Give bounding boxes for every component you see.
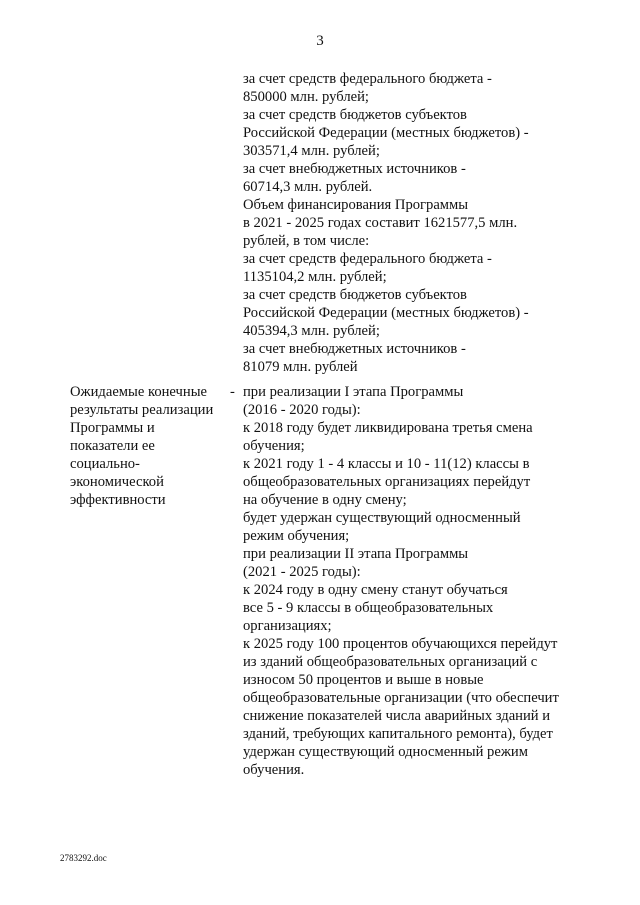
financing-line: 81079 млн. рублей bbox=[243, 359, 358, 375]
results-line: (2021 - 2025 годы): bbox=[243, 564, 361, 580]
financing-line: за счет средств федерального бюджета - bbox=[243, 251, 492, 267]
financing-line: 303571,4 млн. рублей; bbox=[243, 143, 380, 159]
footer-filename: 2783292.doc bbox=[60, 853, 107, 863]
financing-line: Российской Федерации (местных бюджетов) - bbox=[243, 305, 529, 321]
financing-line: 405394,3 млн. рублей; bbox=[243, 323, 380, 339]
section-label-line: Ожидаемые конечные bbox=[70, 384, 207, 400]
financing-line: за счет внебюджетных источников - bbox=[243, 341, 466, 357]
section-label-line: экономической bbox=[70, 474, 164, 490]
row-separator-dash: - bbox=[230, 384, 235, 400]
results-line: из зданий общеобразовательных организаций с bbox=[243, 654, 538, 670]
financing-line: рублей, в том числе: bbox=[243, 233, 370, 249]
financing-line: 1135104,2 млн. рублей; bbox=[243, 269, 387, 285]
results-line: режим обучения; bbox=[243, 528, 350, 544]
financing-line: в 2021 - 2025 годах составит 1621577,5 млн. bbox=[243, 215, 518, 231]
section-label-line: результаты реализации bbox=[70, 402, 214, 418]
results-line: к 2021 году 1 - 4 классы и 10 - 11(12) классы в bbox=[243, 456, 530, 472]
page-number: 3 bbox=[316, 33, 324, 49]
results-line: к 2024 году в одну смену станут обучаться bbox=[243, 582, 508, 598]
section-label-line: социально- bbox=[70, 456, 140, 472]
financing-line: за счет средств федерального бюджета - bbox=[243, 71, 492, 87]
section-label-line: показатели ее bbox=[70, 438, 155, 454]
results-line: общеобразовательных организациях перейдут bbox=[243, 474, 531, 490]
results-line: организациях; bbox=[243, 618, 332, 634]
section-label-line: эффективности bbox=[70, 492, 166, 508]
results-line: к 2018 году будет ликвидирована третья смена bbox=[243, 420, 533, 436]
financing-line: за счет средств бюджетов субъектов bbox=[243, 107, 467, 123]
financing-line: за счет средств бюджетов субъектов bbox=[243, 287, 467, 303]
results-line: к 2025 году 100 процентов обучающихся перейдут bbox=[243, 636, 558, 652]
financing-line: 850000 млн. рублей; bbox=[243, 89, 369, 105]
section-label-line: Программы и bbox=[70, 420, 155, 436]
results-line: при реализации II этапа Программы bbox=[243, 546, 469, 562]
results-line: общеобразовательные организации (что обеспечит bbox=[243, 690, 559, 706]
results-line: обучения. bbox=[243, 762, 305, 778]
financing-line: за счет внебюджетных источников - bbox=[243, 161, 466, 177]
financing-line: Российской Федерации (местных бюджетов) - bbox=[243, 125, 529, 141]
financing-line: Объем финансирования Программы bbox=[243, 197, 469, 213]
results-line: (2016 - 2020 годы): bbox=[243, 402, 361, 418]
results-line: снижение показателей числа аварийных зданий и bbox=[243, 708, 551, 724]
results-line: на обучение в одну смену; bbox=[243, 492, 407, 508]
results-line: при реализации I этапа Программы bbox=[243, 384, 464, 400]
results-line: все 5 - 9 классы в общеобразовательных bbox=[243, 600, 494, 616]
results-line: зданий, требующих капитального ремонта), будет bbox=[243, 726, 553, 742]
results-line: износом 50 процентов и выше в новые bbox=[243, 672, 484, 688]
results-line: обучения; bbox=[243, 438, 305, 454]
results-line: удержан существующий односменный режим bbox=[243, 744, 528, 760]
results-line: будет удержан существующий односменный bbox=[243, 510, 521, 526]
financing-line: 60714,3 млн. рублей. bbox=[243, 179, 373, 195]
